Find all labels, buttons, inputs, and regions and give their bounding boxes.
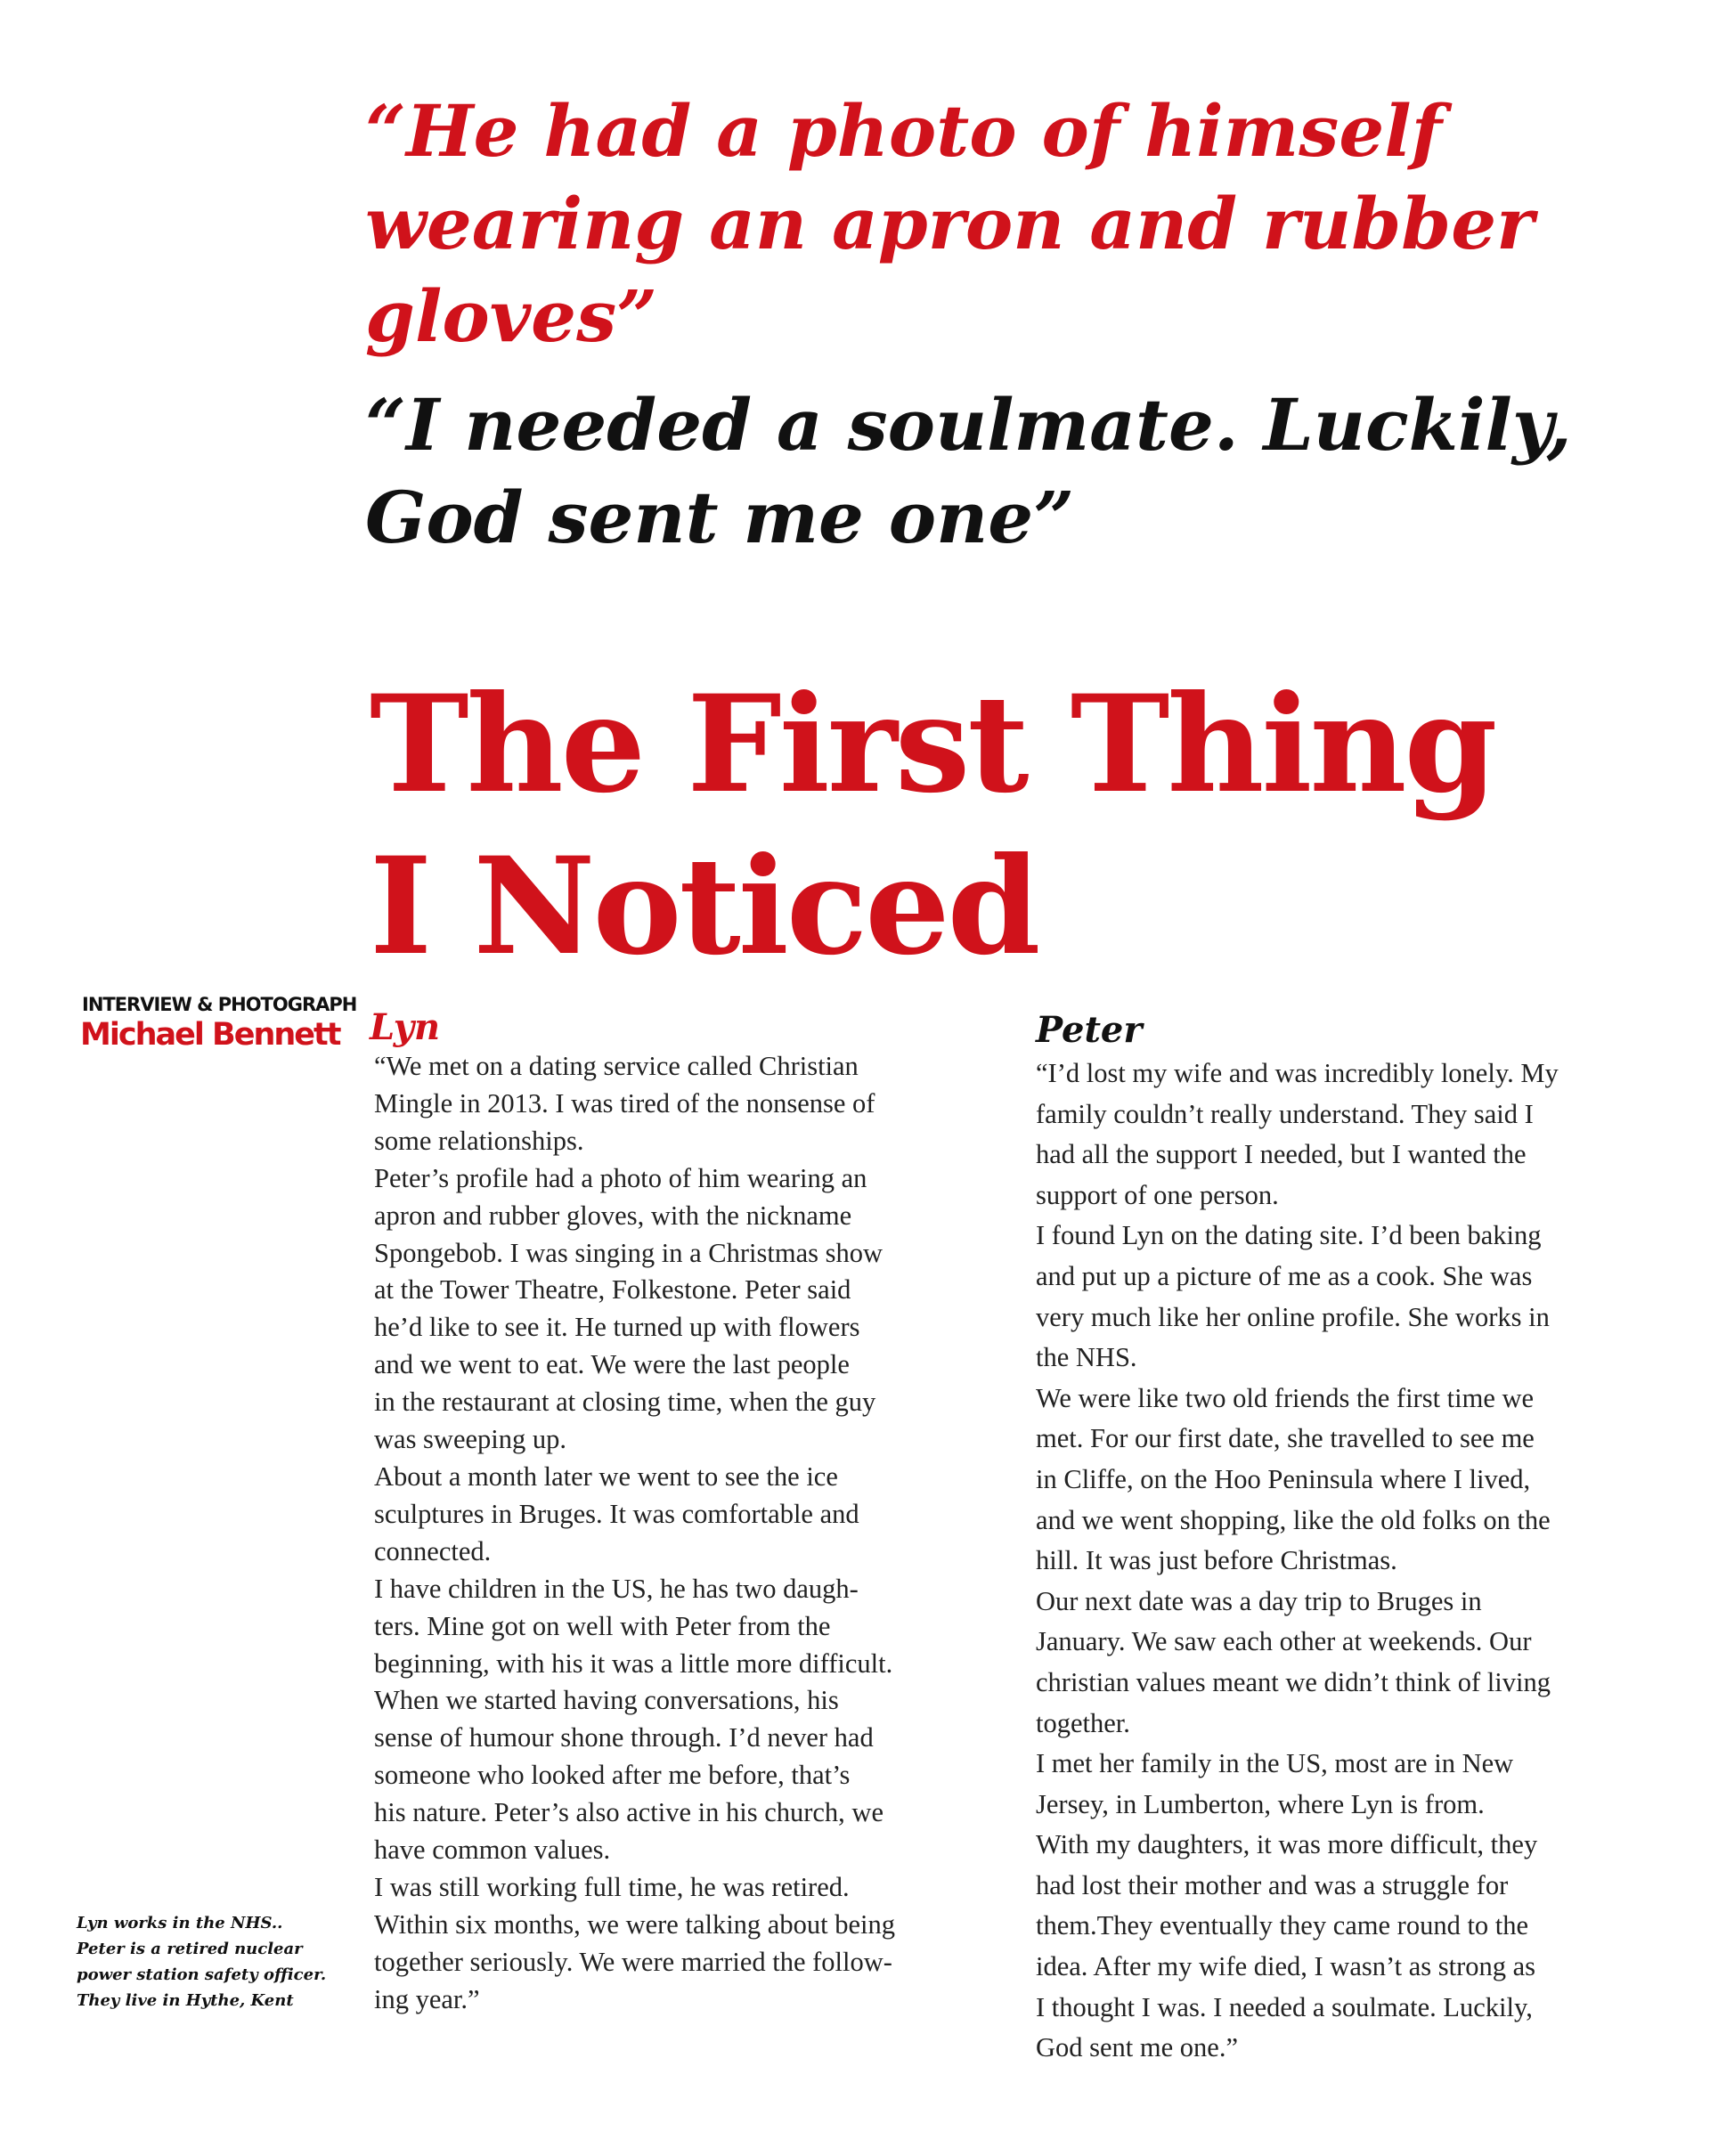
peter-line: them.They eventually they came round to the [1036,1910,1529,1941]
peter-line: and put up a picture of me as a cook. She was [1036,1260,1533,1291]
peter-line: family couldn’t really understand. They said I [1036,1098,1534,1129]
peter-line: the NHS. [1036,1342,1137,1373]
lyn-line: apron and rubber gloves, with the nickname [374,1200,852,1231]
lyn-line: he’d like to see it. He turned up with flowers [374,1312,860,1343]
peter-line: I thought I was. I needed a soulmate. Luckily, [1036,1991,1533,2022]
peter-line: christian values meant we didn’t think of living [1036,1666,1551,1697]
caption-line: power station safety officer. [77,1965,327,1984]
lyn-line: his nature. Peter’s also active in his church, we [374,1797,884,1828]
lyn-line: Peter’s profile had a photo of him wearing an [374,1162,867,1193]
lyn-line: have common values. [374,1835,611,1866]
lyn-line: Within six months, we were talking about being [374,1908,895,1940]
lyn-line: in the restaurant at closing time, when the guy [374,1387,876,1418]
lyn-line: someone who looked after me before, that’s [374,1760,851,1791]
lyn-line: was sweeping up. [374,1424,567,1455]
peter-line: hill. It was just before Christmas. [1036,1545,1397,1576]
photo-caption [77,1910,344,2014]
peter-line: January. We saw each other at weekends. Our [1036,1626,1532,1657]
peter-line: in Cliffe, on the Hoo Peninsula where I lived, [1036,1463,1531,1494]
peter-line: We were like two old friends the first time we [1036,1382,1535,1413]
lyn-line: ing year.” [374,1983,480,2014]
caption-line: Peter is a retired nuclear [77,1940,303,1958]
lyn-line: beginning, with his it was a little more difficult. [374,1648,893,1679]
peter-line: together. [1036,1707,1130,1738]
peter-column [1036,1054,1633,2069]
headline-line-1: The First Thing [370,666,1495,823]
peter-line: had lost their mother and was a struggle for [1036,1869,1509,1900]
peter-heading: Peter [1036,1009,1143,1051]
lyn-line: sculptures in Bruges. It was comfortable and [374,1498,859,1529]
lyn-line: together seriously. We were married the follow- [374,1946,892,1977]
peter-line: Jersey, in Lumberton, where Lyn is from. [1036,1788,1485,1819]
caption-line: Lyn works in the NHS.. [77,1914,283,1932]
lyn-heading: Lyn [370,1006,441,1048]
lyn-line: I was still working full time, he was retired. [374,1871,850,1902]
lyn-line: at the Tower Theatre, Folkestone. Peter said [374,1274,851,1306]
peter-line: I met her family in the US, most are in New [1036,1748,1514,1779]
lyn-line: “We met on a dating service called Christian [374,1051,859,1081]
lyn-line: and we went to eat. We were the last people [374,1349,850,1380]
peter-line: I found Lyn on the dating site. I’d been baking [1036,1220,1542,1251]
page-title [370,663,1688,988]
peter-line: met. For our first date, she travelled to see me [1036,1423,1535,1454]
peter-line: support of one person. [1036,1179,1279,1210]
peter-line: idea. After my wife died, I wasn’t as strong as [1036,1951,1536,1982]
peter-line: very much like her online profile. She works in [1036,1301,1550,1332]
headline-line-2: I Noticed [370,828,1038,985]
pull-quote-soulmate: “I needed a soulmate. Luckily, God sent me one” [365,383,1572,559]
byline-label: INTERVIEW & PHOTOGRAPH [82,994,357,1015]
lyn-line: I have children in the US, he has two daugh- [374,1573,859,1604]
lyn-line: Spongebob. I was singing in a Christmas show [374,1237,884,1268]
lyn-line: Mingle in 2013. I was tired of the nonsense of [374,1087,875,1119]
peter-line: and we went shopping, like the old folks on the [1036,1504,1551,1535]
lyn-line: some relationships. [374,1125,584,1156]
caption-line: They live in Hythe, Kent [77,1991,294,2010]
lyn-line: connected. [374,1535,492,1566]
peter-line: had all the support I needed, but I wanted the [1036,1139,1527,1170]
pull-quote-apron: “He had a photo of himself wearing an apron and rubber gloves” [365,89,1535,358]
lyn-line: ters. Mine got on well with Peter from the [374,1610,831,1641]
lyn-column [374,1048,980,2019]
peter-line: Our next date was a day trip to Bruges in [1036,1585,1482,1616]
lyn-line: When we started having conversations, his [374,1685,839,1716]
lyn-line: sense of humour shone through. I’d never had [374,1722,874,1753]
lyn-line: About a month later we went to see the ice [374,1460,838,1492]
peter-line: God sent me one.” [1036,2032,1238,2063]
peter-line: “I’d lost my wife and was incredibly lonely. My [1036,1058,1559,1088]
peter-line: With my daughters, it was more difficult, they [1036,1829,1538,1860]
byline-name: Michael Bennett [80,1017,340,1053]
